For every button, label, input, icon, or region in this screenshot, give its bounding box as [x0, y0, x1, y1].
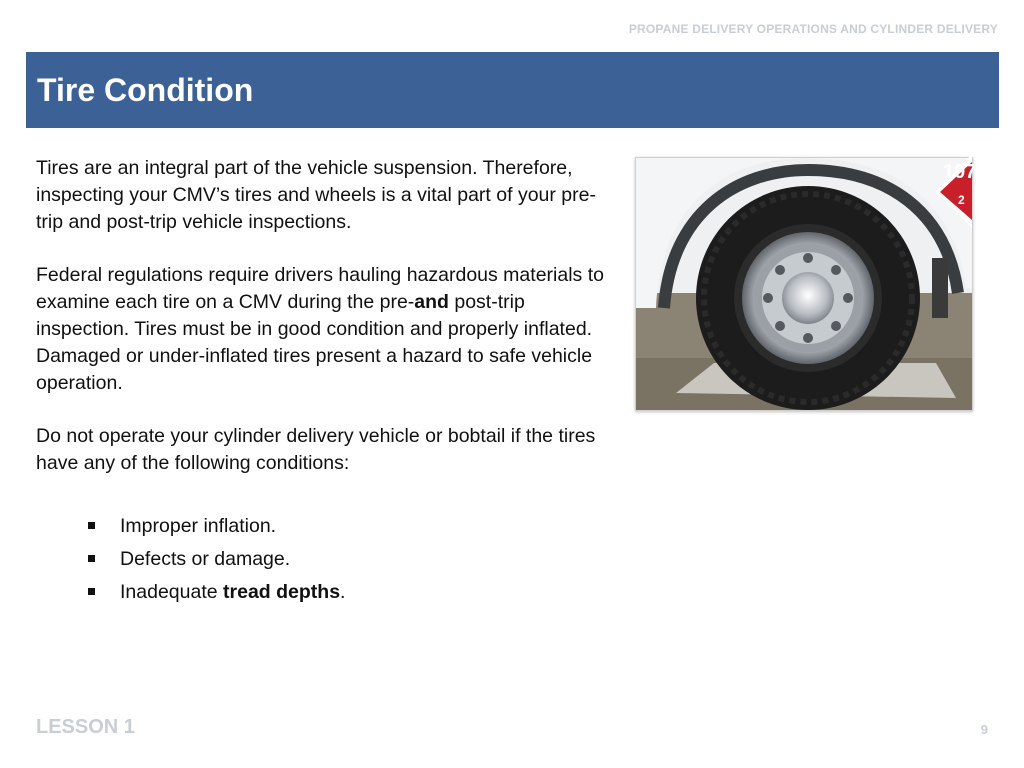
bullet-text-suffix: . — [340, 581, 346, 603]
regulations-text-a: Federal regulations require drivers hauling hazardous materials to examine each tire on a CMV during the pre- — [36, 264, 604, 313]
list-item — [88, 513, 611, 540]
placard-number: 107 — [943, 161, 977, 183]
title-bar — [26, 52, 999, 128]
regulations-text-b: post-trip inspection. Tires must be in good condition and properly inflated. Damaged or under-inflated tires present a hazard to safe vehicle operation. — [36, 291, 593, 394]
slide-title: Tire Condition — [37, 72, 254, 108]
conditions-list — [36, 513, 611, 606]
slide-body — [36, 155, 611, 612]
bullet-text: Inadequate — [120, 581, 224, 603]
list-item — [88, 579, 611, 606]
bullet-square-icon — [88, 522, 95, 529]
page-number: 9 — [980, 722, 988, 737]
bullet-text: Defects or damage. — [120, 548, 291, 570]
bullet-square-icon — [88, 588, 95, 595]
placard-class: 2 — [958, 193, 965, 207]
bullet-bold-text: tread depths — [223, 581, 341, 603]
tire-photo — [635, 157, 977, 411]
paragraph-conditions: Do not operate your cylinder delivery vehicle or bobtail if the tires have any of the following conditions: — [36, 425, 596, 474]
bullet-square-icon — [88, 555, 95, 562]
paragraph-regulations — [36, 262, 611, 397]
paragraph-intro: Tires are an integral part of the vehicle suspension. Therefore, inspecting your CMV’s tires and wheels is a vital part of your pre-trip and post-trip vehicle inspections. — [36, 157, 596, 233]
bullet-text: Improper inflation. — [120, 515, 277, 537]
lesson-label: LESSON 1 — [36, 716, 135, 738]
regulations-bold-and: and — [414, 291, 449, 313]
list-item — [88, 546, 611, 573]
course-title: PROPANE DELIVERY OPERATIONS AND CYLINDER DELIVERY — [628, 22, 998, 36]
